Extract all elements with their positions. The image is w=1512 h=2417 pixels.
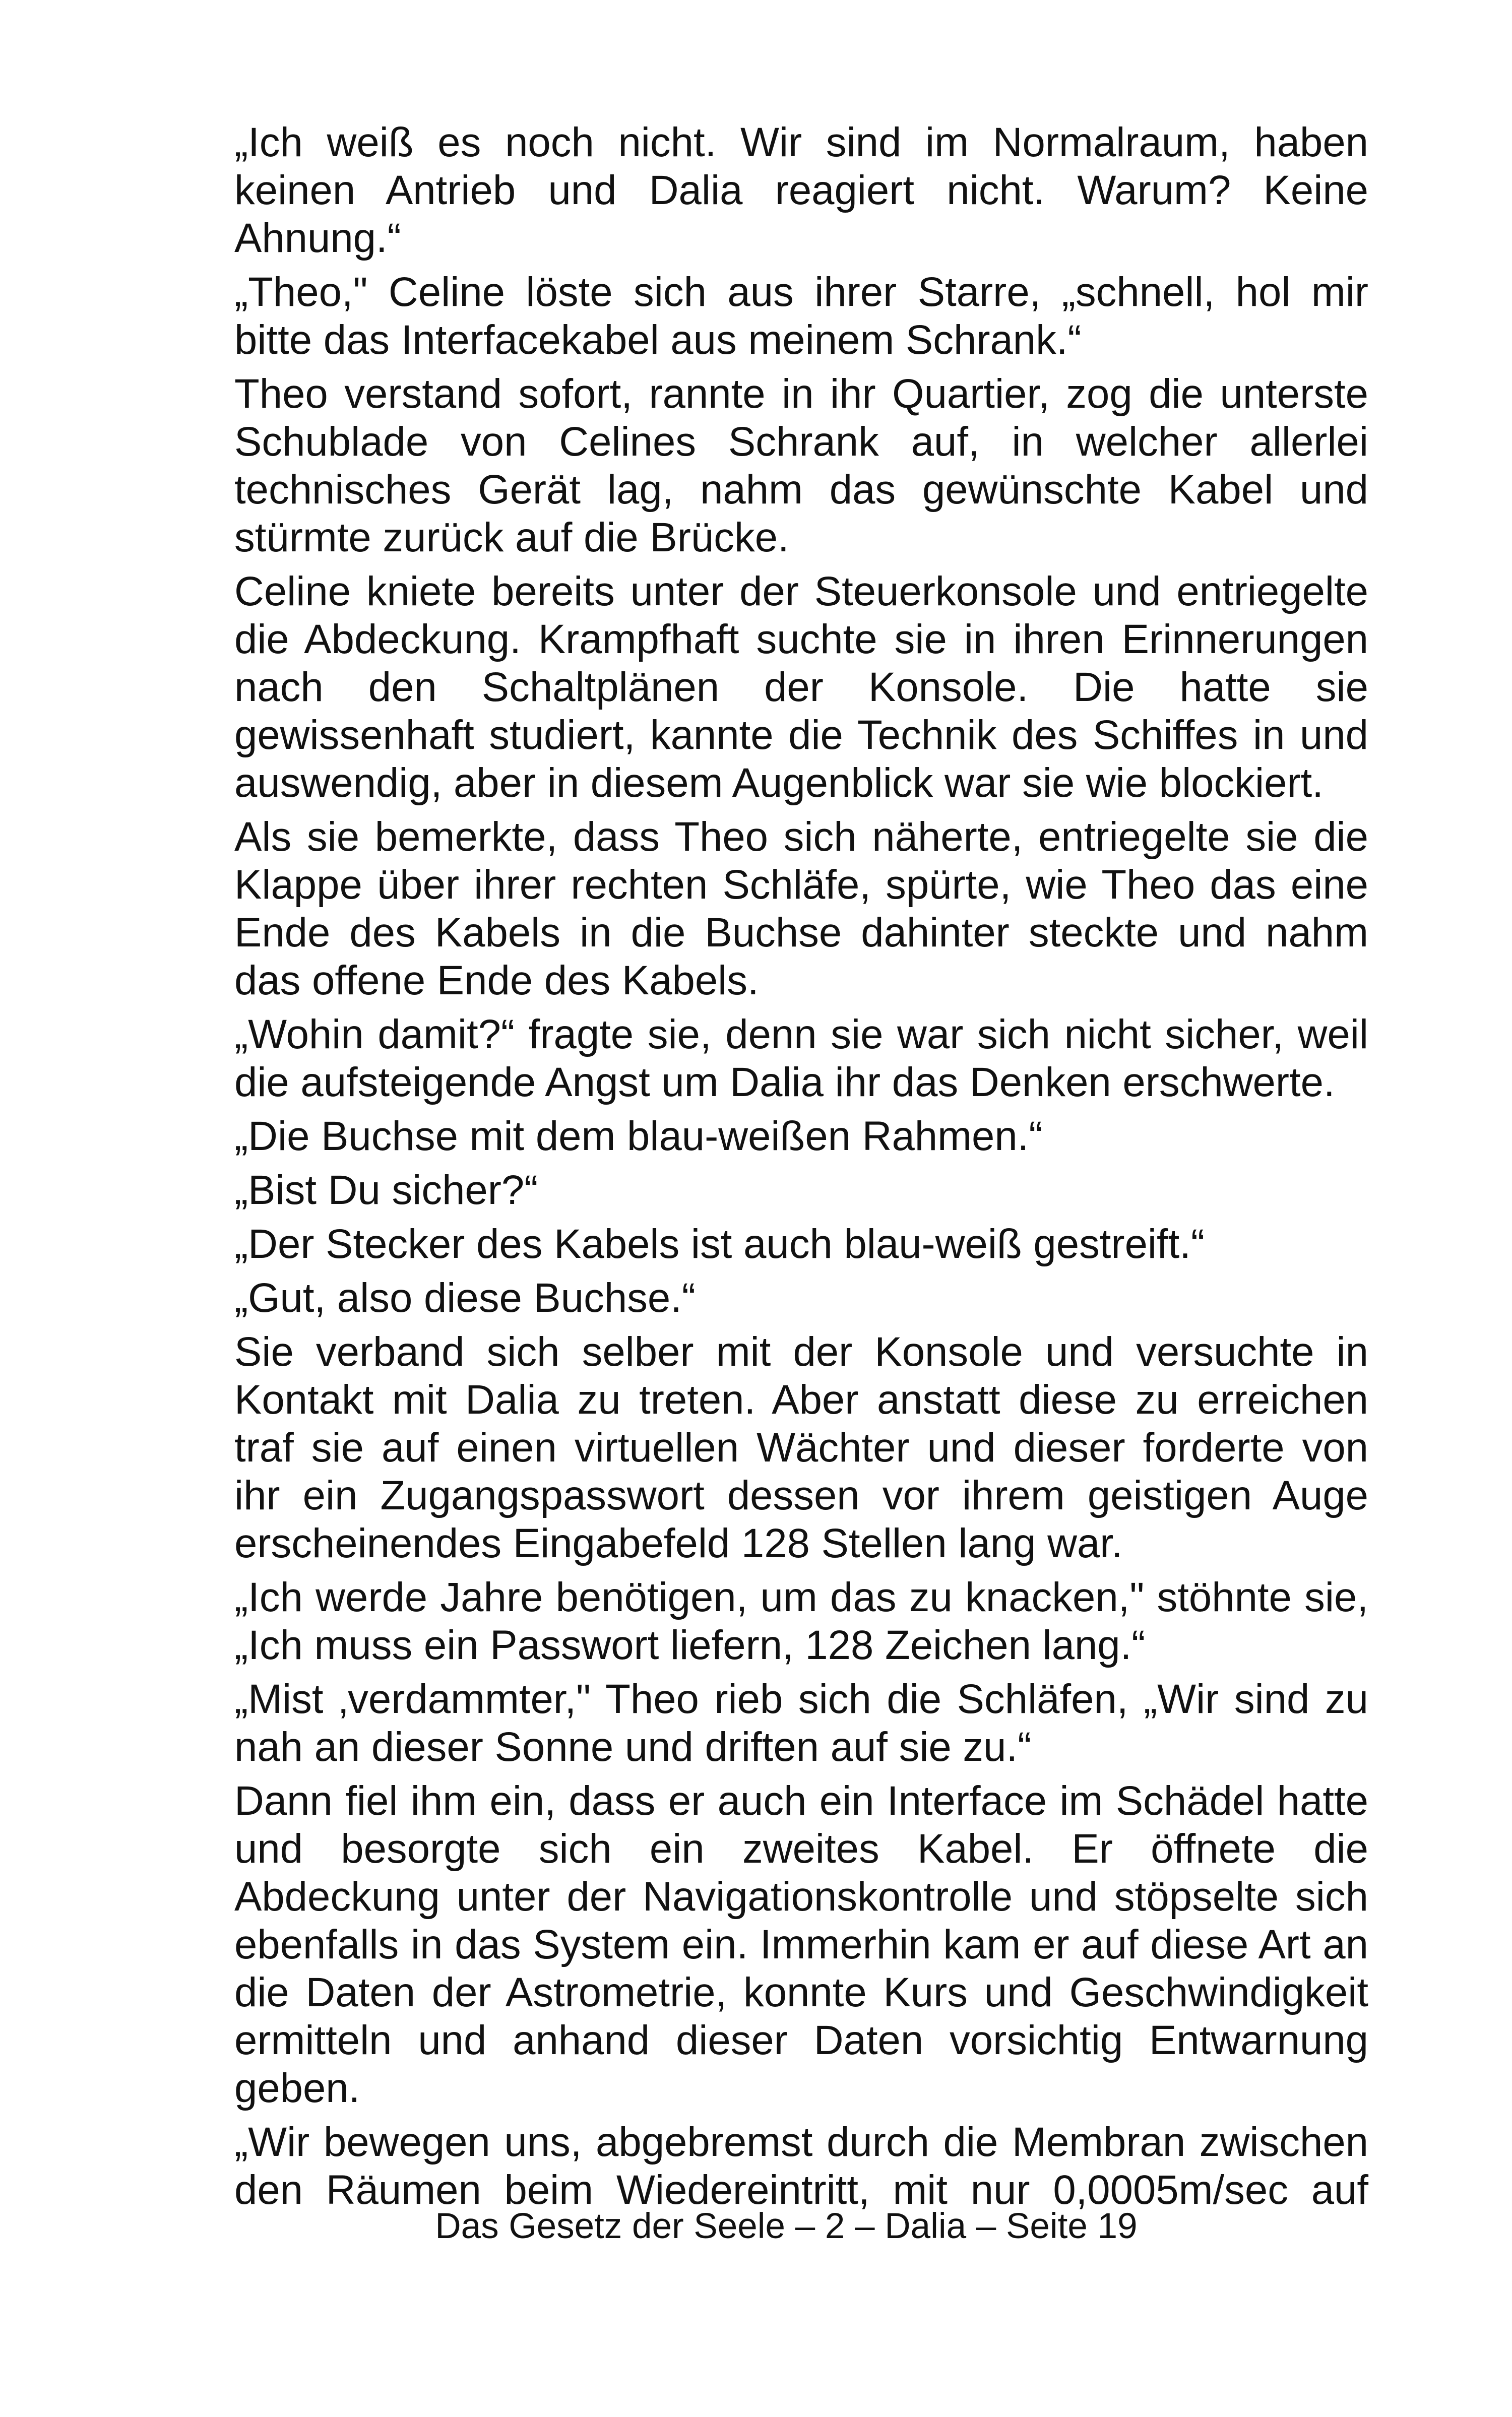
paragraph-4: Celine kniete bereits unter der Steuerkonsole und entriegelte die Abdeckung. Krampfhaft suchte sie in ihren Erinnerungen nach den Schaltplänen der Konsole. Die hatte sie gewissenhaft studiert, kannte die Technik des Schiffes in und auswendig, aber in diesem Augenblick war sie wie blockiert.	[234, 568, 1368, 806]
paragraph-1: „Ich weiß es noch nicht. Wir sind im Normalraum, haben keinen Antrieb und Dalia reagiert nicht. Warum? Keine Ahnung.“	[234, 119, 1368, 261]
paragraph-7: „Die Buchse mit dem blau-weißen Rahmen.“	[234, 1113, 1043, 1159]
paragraph-11: Sie verband sich selber mit der Konsole und versuchte in Kontakt mit Dalia zu treten. Aber anstatt diese zu erreichen traf sie auf einen virtuellen Wächter und dieser forderte von ihr ein Zugangspasswort dessen vor ihrem geistigen Auge erscheinendes Eingabefeld 128 Stellen lang war.	[234, 1329, 1368, 1566]
paragraph-6: „Wohin damit?“ fragte sie, denn sie war sich nicht sicher, weil die aufsteigende Angst um Dalia ihr das Denken erschwerte.	[234, 1011, 1368, 1105]
paragraph-13: „Mist ‚verdammter," Theo rieb sich die Schläfen, „Wir sind zu nah an dieser Sonne und driften auf sie zu.“	[234, 1676, 1368, 1770]
footer-running-title: Das Gesetz der Seele – 2 – Dalia – Seite 19	[435, 2206, 1138, 2246]
paragraph-12: „Ich werde Jahre benötigen, um das zu knacken," stöhnte sie, „Ich muss ein Passwort liefern, 128 Zeichen lang.“	[234, 1574, 1368, 1668]
page-body	[234, 118, 1368, 2214]
paragraph-8: „Bist Du sicher?“	[234, 1167, 538, 1213]
paragraph-10: „Gut, also diese Buchse.“	[234, 1275, 696, 1321]
page-footer	[0, 2205, 1512, 2248]
paragraph-14: Dann fiel ihm ein, dass er auch ein Interface im Schädel hatte und besorgte sich ein zweites Kabel. Er öffnete die Abdeckung unter der Navigationskontrolle und stöpselte sich ebenfalls in das System ein. Immerhin kam er auf diese Art an die Daten der Astrometrie, konnte Kurs und Geschwindigkeit ermitteln und anhand dieser Daten vorsichtig Entwarnung geben.	[234, 1778, 1368, 2111]
paragraph-9: „Der Stecker des Kabels ist auch blau-weiß gestreift.“	[234, 1221, 1205, 1267]
paragraph-3: Theo verstand sofort, rannte in ihr Quartier, zog die unterste Schublade von Celines Schrank auf, in welcher allerlei technisches Gerät lag, nahm das gewünschte Kabel und stürmte zurück auf die Brücke.	[234, 371, 1368, 560]
paragraph-2: „Theo," Celine löste sich aus ihrer Starre, „schnell, hol mir bitte das Interfacekabel aus meinem Schrank.“	[234, 269, 1368, 363]
paragraph-15: „Wir bewegen uns, abgebremst durch die Membran zwischen den Räumen beim Wiedereintritt, mit nur 0,0005m/sec auf	[234, 2119, 1368, 2213]
paragraph-5: Als sie bemerkte, dass Theo sich näherte, entriegelte sie die Klappe über ihrer rechten Schläfe, spürte, wie Theo das eine Ende des Kabels in die Buchse dahinter steckte und nahm das offene Ende des Kabels.	[234, 814, 1368, 1003]
